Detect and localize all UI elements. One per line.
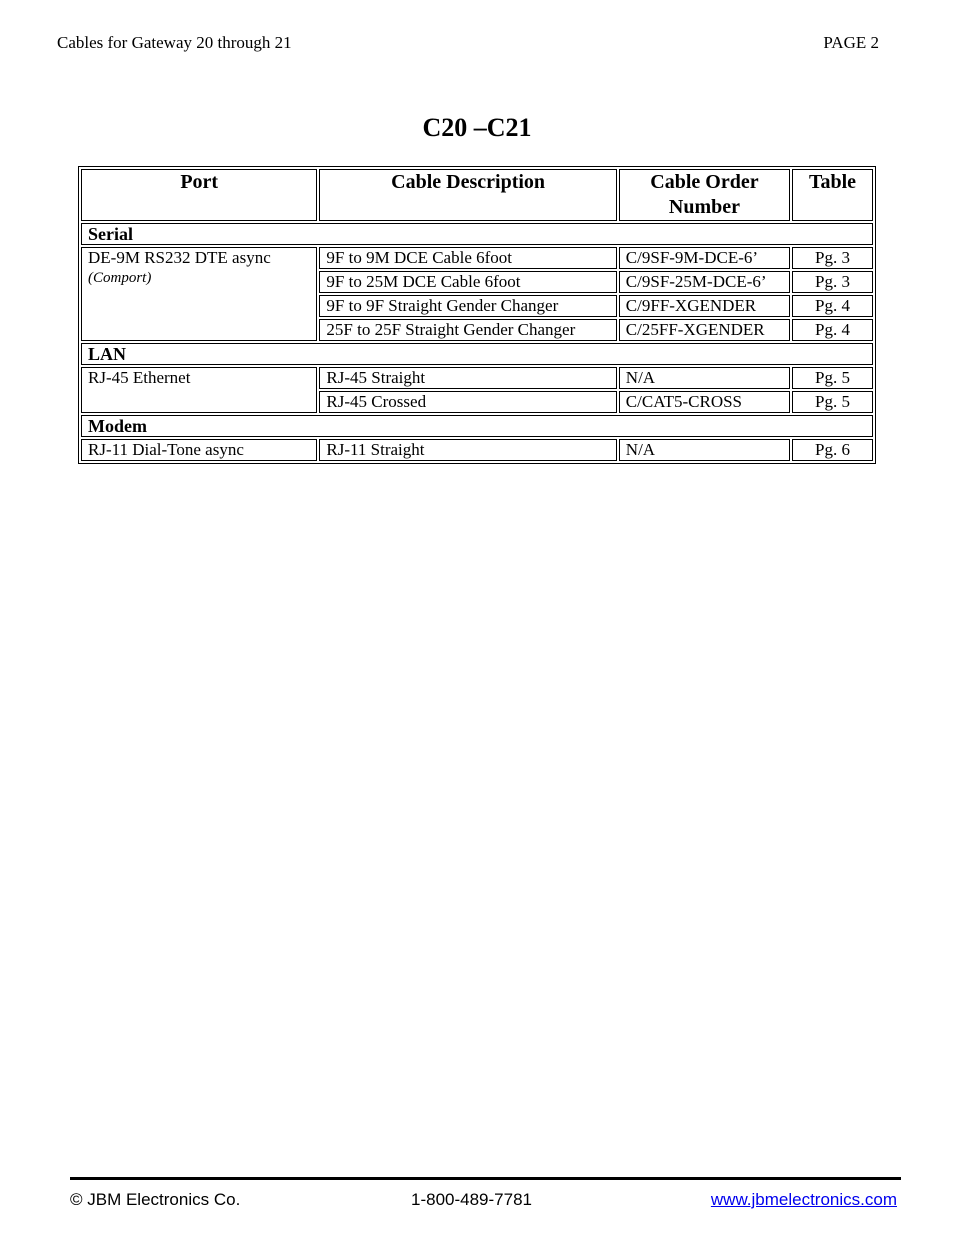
column-header-cable-order-number: Cable Order Number (619, 169, 790, 221)
table-reference: Pg. 6 (792, 439, 873, 461)
port-note: (Comport) (88, 270, 152, 286)
cable-description: 9F to 25M DCE Cable 6foot (319, 271, 616, 293)
cable-order-number: C/25FF-XGENDER (619, 319, 790, 341)
section-label: LAN (81, 343, 873, 365)
port-cell: RJ-11 Dial-Tone async (81, 439, 317, 461)
table-row (81, 247, 873, 269)
cable-description: RJ-11 Straight (319, 439, 616, 461)
table-header-row (81, 169, 873, 221)
table-reference: Pg. 4 (792, 295, 873, 317)
cable-description: 9F to 9M DCE Cable 6foot (319, 247, 616, 269)
cable-order-number: N/A (619, 367, 790, 389)
footer-phone: 1-800-489-7781 (411, 1190, 532, 1209)
table-reference: Pg. 5 (792, 391, 873, 413)
table-reference: Pg. 3 (792, 247, 873, 269)
cable-order-number: C/9SF-9M-DCE-6’ (619, 247, 790, 269)
cable-description: RJ-45 Crossed (319, 391, 616, 413)
cable-description: 25F to 25F Straight Gender Changer (319, 319, 616, 341)
cable-order-number: C/CAT5-CROSS (619, 391, 790, 413)
cable-description: RJ-45 Straight (319, 367, 616, 389)
section-row-lan (81, 343, 873, 365)
column-header-cable-description: Cable Description (319, 169, 616, 221)
section-label: Modem (81, 415, 873, 437)
table-reference: Pg. 3 (792, 271, 873, 293)
table-row (81, 439, 873, 461)
table-reference: Pg. 5 (792, 367, 873, 389)
footer-website-link[interactable]: www.jbmelectronics.com (710, 1190, 897, 1209)
page-title: C20 –C21 (422, 113, 532, 142)
footer-company: © JBM Electronics Co. (70, 1190, 241, 1209)
column-header-table: Table (792, 169, 873, 221)
column-header-port: Port (81, 169, 317, 221)
cable-order-number: N/A (619, 439, 790, 461)
port-cell: RJ-45 Ethernet (81, 367, 317, 413)
section-row-serial (81, 223, 873, 245)
port-cell (81, 247, 317, 341)
section-row-modem (81, 415, 873, 437)
cable-order-number: C/9FF-XGENDER (619, 295, 790, 317)
page-number: PAGE 2 (823, 33, 879, 52)
running-header-title: Cables for Gateway 20 through 21 (57, 33, 292, 52)
section-label: Serial (81, 223, 873, 245)
cable-description: 9F to 9F Straight Gender Changer (319, 295, 616, 317)
table-row (81, 367, 873, 389)
cables-table (78, 166, 876, 464)
cable-order-number: C/9SF-25M-DCE-6’ (619, 271, 790, 293)
footer-divider (70, 1177, 901, 1180)
port-name: DE-9M RS232 DTE async (88, 248, 271, 267)
table-reference: Pg. 4 (792, 319, 873, 341)
